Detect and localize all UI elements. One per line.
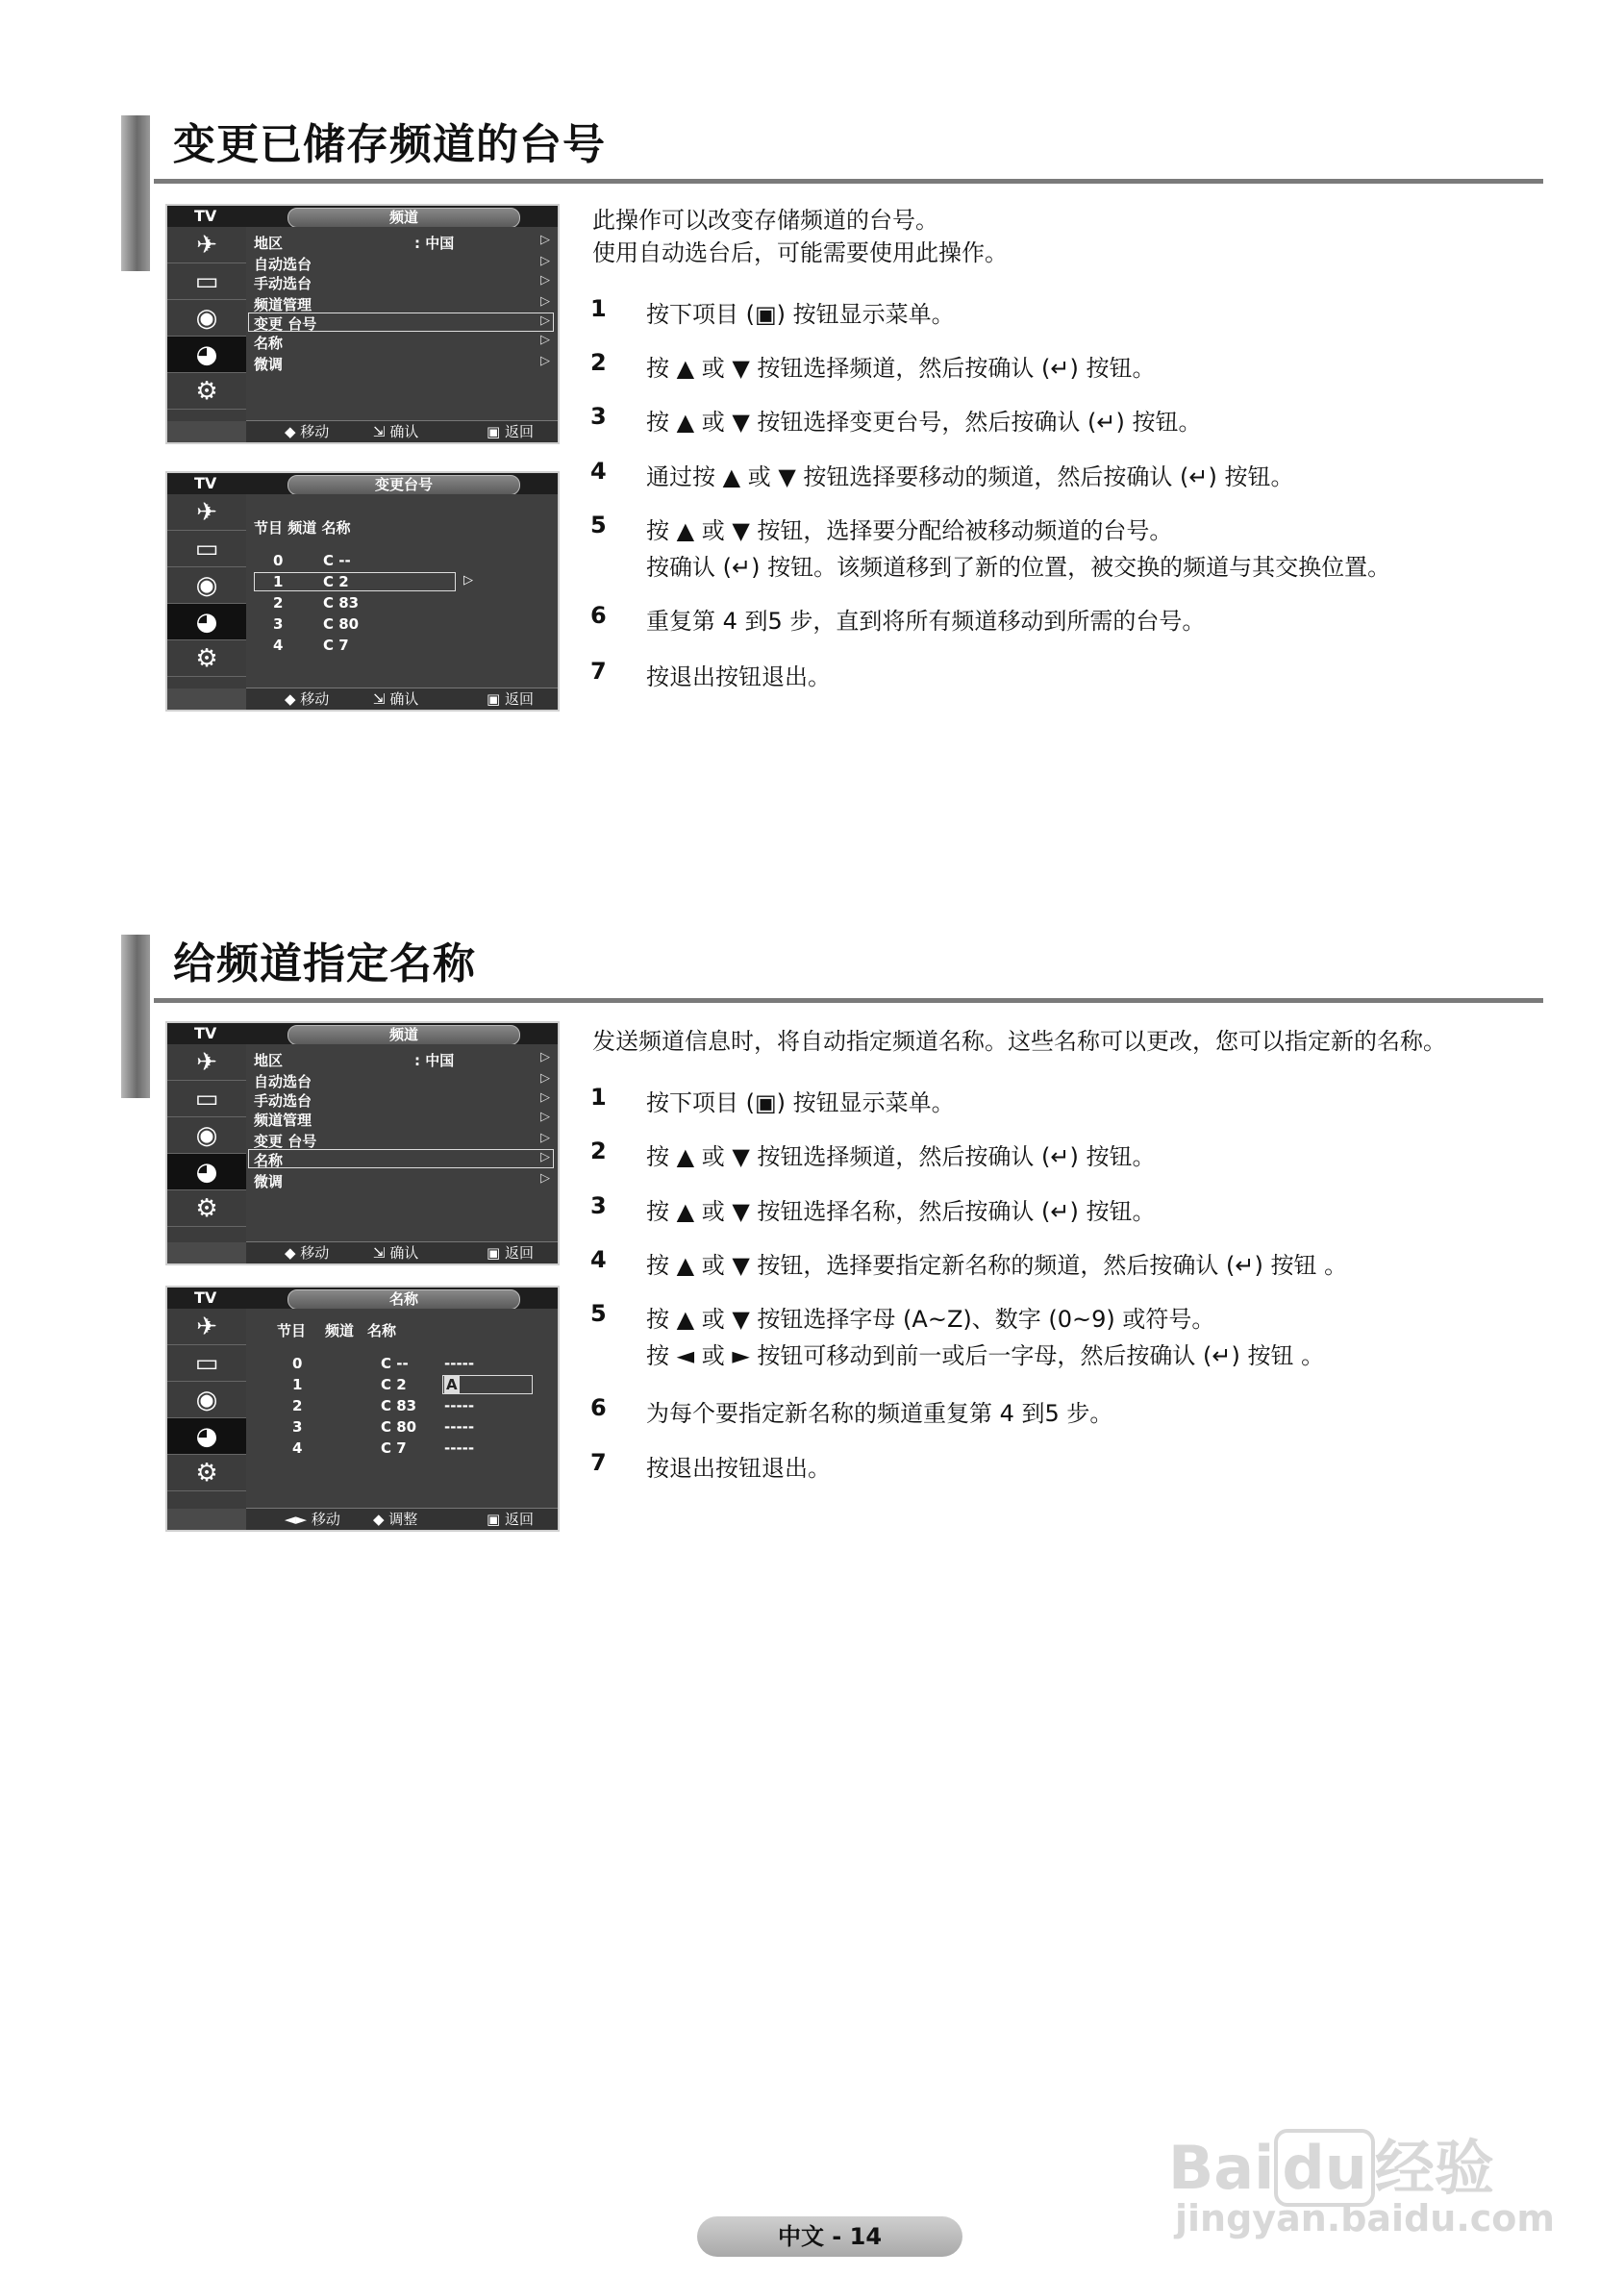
channel-icon[interactable]: ◕ (167, 337, 246, 373)
section-marker (121, 935, 150, 1098)
table-row[interactable]: ----- (444, 1418, 475, 1436)
table-row[interactable]: C -- (381, 1355, 409, 1372)
menu-item-channel-manager[interactable]: 频道管理 (254, 1112, 312, 1129)
table-row[interactable]: C 7 (381, 1439, 407, 1457)
table-row[interactable]: 0 (292, 1355, 303, 1372)
menu-item-region-value: : 中国 (414, 1052, 455, 1069)
menu-item-auto-store[interactable]: 自动选台 (254, 256, 312, 273)
footer-move: ◄► 移动 (285, 1511, 340, 1528)
footer-adjust: ◆ 调整 (373, 1511, 418, 1528)
osd-name (165, 1286, 560, 1532)
table-row[interactable]: C -- (323, 552, 351, 569)
table-row[interactable]: 2 (273, 594, 284, 612)
footer-back: ▣ 返回 (487, 1244, 534, 1262)
sound-icon[interactable]: ◉ (167, 1382, 246, 1418)
table-header: 频道 (325, 1322, 355, 1339)
chevron-right-icon: ▷ (540, 354, 550, 368)
table-row[interactable]: C 83 (323, 594, 360, 612)
osd-footer (246, 1508, 558, 1530)
footer-move: ◆ 移动 (285, 423, 330, 440)
menu-item-auto-store[interactable]: 自动选台 (254, 1073, 312, 1090)
osd-footer (246, 688, 558, 710)
osd-channel-menu (165, 1021, 560, 1265)
table-row[interactable]: C 80 (381, 1418, 417, 1436)
step-text: 按 ▲ 或 ▼ 按钮，选择要指定新名称的频道，然后按确认 (↵) 按钮 。 (646, 1252, 1348, 1279)
channel-icon[interactable]: ◕ (167, 604, 246, 640)
footer-ok: ⇲ 确认 (373, 690, 419, 708)
step-text: 按 ▲ 或 ▼ 按钮选择变更台号，然后按确认 (↵) 按钮。 (646, 409, 1202, 436)
footer-move: ◆ 移动 (285, 1244, 330, 1262)
picture-icon[interactable]: ▭ (167, 263, 246, 300)
menu-item-region[interactable]: 地区 (254, 235, 284, 252)
section-marker (121, 115, 150, 271)
antenna-icon[interactable]: ✈ (167, 494, 246, 531)
section-divider (154, 179, 1543, 184)
osd-channel-menu (165, 204, 560, 444)
table-row[interactable]: C 80 (323, 615, 360, 633)
menu-item-change-number[interactable]: 变更 台号 (254, 315, 317, 333)
step-number: 6 (590, 1394, 607, 1421)
menu-item-fine-tune[interactable]: 微调 (254, 356, 284, 373)
table-row[interactable]: ----- (444, 1355, 475, 1372)
osd-channel-table (246, 494, 558, 688)
sound-icon[interactable]: ◉ (167, 300, 246, 337)
step-text: 重复第 4 到5 步，直到将所有频道移动到所需的台号。 (646, 608, 1206, 635)
page-number: 中文 - 14 (697, 2216, 962, 2257)
chevron-right-icon: ▷ (540, 1050, 550, 1064)
step-number: 5 (590, 512, 607, 538)
channel-icon[interactable]: ◕ (167, 1418, 246, 1455)
chevron-right-icon: ▷ (463, 573, 473, 588)
osd-header (167, 1288, 558, 1309)
step-number: 1 (590, 1084, 607, 1111)
menu-item-region-value: : 中国 (414, 235, 455, 252)
footer-back: ▣ 返回 (487, 690, 534, 708)
setup-gear-icon[interactable]: ⚙ (167, 1190, 246, 1227)
chevron-right-icon: ▷ (540, 294, 550, 309)
footer-ok: ⇲ 确认 (373, 423, 419, 440)
table-row[interactable]: 3 (292, 1418, 303, 1436)
antenna-icon[interactable]: ✈ (167, 1044, 246, 1081)
antenna-icon[interactable]: ✈ (167, 1309, 246, 1345)
osd-name-table (246, 1309, 558, 1509)
chevron-right-icon: ▷ (540, 1110, 550, 1124)
picture-icon[interactable]: ▭ (167, 531, 246, 567)
osd-footer (246, 1241, 558, 1263)
intro-line: 此操作可以改变存储频道的台号。 (592, 207, 938, 234)
table-row[interactable]: C 83 (381, 1397, 417, 1414)
footer-ok: ⇲ 确认 (373, 1244, 419, 1262)
osd-menu-list (246, 1044, 558, 1242)
step-text: 为每个要指定新名称的频道重复第 4 到5 步。 (646, 1400, 1113, 1427)
picture-icon[interactable]: ▭ (167, 1345, 246, 1382)
step-number: 4 (590, 1246, 607, 1273)
footer-back: ▣ 返回 (487, 1511, 534, 1528)
picture-icon[interactable]: ▭ (167, 1081, 246, 1117)
step-number: 2 (590, 349, 607, 376)
osd-tv-label: TV (194, 207, 217, 225)
menu-item-manual-store[interactable]: 手动选台 (254, 275, 312, 292)
chevron-right-icon: ▷ (540, 254, 550, 268)
step-text: 按下项目 (▣) 按钮显示菜单。 (646, 301, 955, 328)
menu-item-manual-store[interactable]: 手动选台 (254, 1092, 312, 1110)
step-text: 按下项目 (▣) 按钮显示菜单。 (646, 1089, 955, 1116)
footer-move: ◆ 移动 (285, 690, 330, 708)
step-number: 5 (590, 1300, 607, 1327)
chevron-right-icon: ▷ (540, 273, 550, 288)
osd-sidebar (167, 494, 246, 688)
table-row[interactable]: C 2 (323, 573, 349, 590)
osd-menu-list (246, 227, 558, 421)
table-row[interactable]: C 7 (323, 637, 349, 654)
table-header: 节目 (277, 1322, 307, 1339)
chevron-right-icon: ▷ (540, 313, 550, 328)
step-number: 4 (590, 458, 607, 485)
step-text: 按退出按钮退出。 (646, 663, 831, 690)
intro-line: 使用自动选台后，可能需要使用此操作。 (592, 239, 1008, 266)
chevron-right-icon: ▷ (540, 233, 550, 247)
osd-tv-label: TV (194, 1024, 217, 1042)
osd-footer (246, 420, 558, 442)
osd-change-number (165, 471, 560, 712)
selection-highlight (248, 1149, 554, 1168)
menu-item-name[interactable]: 名称 (254, 335, 284, 352)
table-header: 名称 (367, 1322, 397, 1339)
step-number: 6 (590, 602, 607, 629)
step-text: 按 ▲ 或 ▼ 按钮选择名称，然后按确认 (↵) 按钮。 (646, 1198, 1156, 1225)
step-text: 按退出按钮退出。 (646, 1455, 831, 1482)
setup-gear-icon[interactable]: ⚙ (167, 373, 246, 410)
table-row[interactable]: 4 (273, 637, 284, 654)
section-title: 给频道指定名称 (173, 939, 476, 988)
section-title: 变更已储存频道的台号 (173, 120, 606, 169)
chevron-right-icon: ▷ (540, 1171, 550, 1186)
setup-gear-icon[interactable]: ⚙ (167, 1455, 246, 1491)
channel-icon[interactable]: ◕ (167, 1154, 246, 1190)
baidu-watermark-logo: Bai du 经验 (1168, 2120, 1494, 2206)
chevron-right-icon: ▷ (540, 1131, 550, 1145)
step-text: 按 ▲ 或 ▼ 按钮选择频道，然后按确认 (↵) 按钮。 (646, 1143, 1156, 1170)
name-cursor-letter[interactable]: A (446, 1376, 458, 1393)
selection-highlight (254, 572, 456, 591)
table-row[interactable]: ----- (444, 1439, 475, 1457)
osd-tv-label: TV (194, 474, 217, 492)
step-text: 按 ▲ 或 ▼ 按钮选择频道，然后按确认 (↵) 按钮。 (646, 355, 1156, 382)
step-number: 1 (590, 295, 607, 322)
step-text: 按 ◄ 或 ► 按钮可移动到前一或后一字母，然后按确认 (↵) 按钮 。 (646, 1342, 1325, 1369)
osd-sidebar (167, 1044, 246, 1242)
footer-back: ▣ 返回 (487, 423, 534, 440)
menu-item-change-number[interactable]: 变更 台号 (254, 1133, 317, 1150)
osd-title: 变更台号 (287, 475, 520, 495)
chevron-right-icon: ▷ (540, 1150, 550, 1164)
step-text: 按 ▲ 或 ▼ 按钮，选择要分配给被移动频道的台号。 (646, 517, 1173, 544)
chevron-right-icon: ▷ (540, 1090, 550, 1105)
antenna-icon[interactable]: ✈ (167, 227, 246, 263)
step-number: 3 (590, 403, 607, 430)
step-text: 按确认 (↵) 按钮。该频道移到了新的位置，被交换的频道与其交换位置。 (646, 554, 1391, 581)
table-row[interactable]: 2 (292, 1397, 303, 1414)
osd-header (167, 1023, 558, 1044)
step-text: 按 ▲ 或 ▼ 按钮选择字母 (A~Z)、数字 (0~9) 或符号。 (646, 1306, 1215, 1333)
step-number: 7 (590, 658, 607, 685)
osd-sidebar (167, 1309, 246, 1509)
menu-item-channel-manager[interactable]: 频道管理 (254, 296, 312, 313)
table-row[interactable]: 1 (273, 573, 284, 590)
chevron-right-icon: ▷ (540, 1071, 550, 1086)
table-row[interactable]: 0 (273, 552, 284, 569)
table-row[interactable]: ----- (444, 1397, 475, 1414)
menu-item-name[interactable]: 名称 (254, 1152, 284, 1169)
osd-title: 频道 (287, 1025, 520, 1045)
menu-item-fine-tune[interactable]: 微调 (254, 1173, 284, 1190)
chevron-right-icon: ▷ (540, 333, 550, 347)
table-row[interactable]: 1 (292, 1376, 303, 1393)
step-number: 2 (590, 1138, 607, 1164)
menu-item-region[interactable]: 地区 (254, 1052, 284, 1069)
sound-icon[interactable]: ◉ (167, 1117, 246, 1154)
step-number: 7 (590, 1449, 607, 1476)
intro-line: 发送频道信息时，将自动指定频道名称。这些名称可以更改，您可以指定新的名称。 (592, 1028, 1446, 1055)
osd-header (167, 206, 558, 227)
setup-gear-icon[interactable]: ⚙ (167, 640, 246, 677)
section-divider (154, 998, 1543, 1003)
table-header: 节目 频道 名称 (254, 519, 351, 537)
watermark-url: jingyan.baidu.com (1175, 2197, 1555, 2239)
table-row[interactable]: C 2 (381, 1376, 407, 1393)
osd-header (167, 473, 558, 494)
table-row[interactable]: 4 (292, 1439, 303, 1457)
step-text: 通过按 ▲ 或 ▼ 按钮选择要移动的频道，然后按确认 (↵) 按钮。 (646, 463, 1294, 490)
osd-title: 频道 (287, 208, 520, 228)
osd-sidebar (167, 227, 246, 421)
sound-icon[interactable]: ◉ (167, 567, 246, 604)
osd-tv-label: TV (194, 1288, 217, 1307)
table-row[interactable]: 3 (273, 615, 284, 633)
osd-title: 名称 (287, 1289, 520, 1310)
step-number: 3 (590, 1192, 607, 1219)
